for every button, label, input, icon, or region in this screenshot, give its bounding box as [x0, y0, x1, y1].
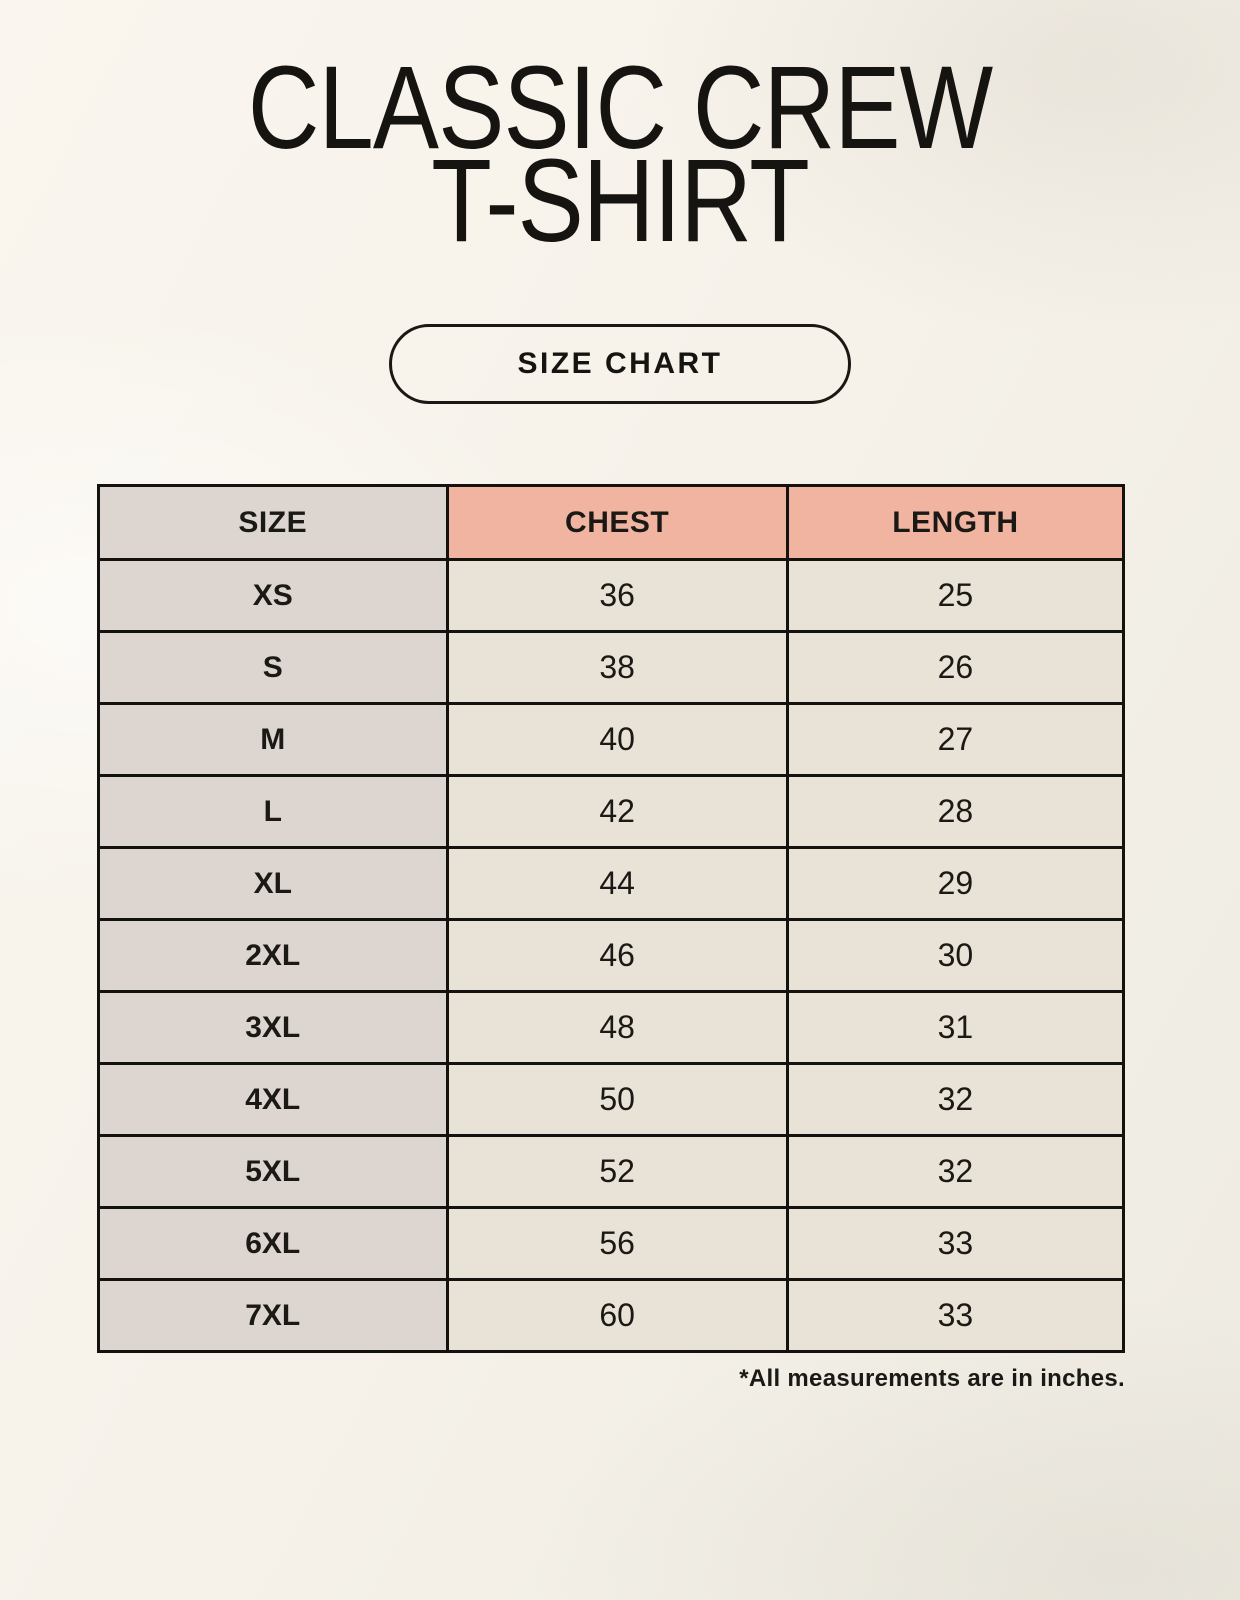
size-chart-table-header [99, 486, 1124, 560]
length-cell: 32 [787, 1064, 1123, 1136]
product-title-line1: CLASSIC CREW [247, 42, 993, 174]
measurements-footnote: *All measurements are in inches. [739, 1365, 1125, 1393]
size-cell: 2XL [99, 920, 448, 992]
chest-cell: 46 [447, 920, 787, 992]
size-cell: S [99, 632, 448, 704]
size-cell: 4XL [99, 1064, 448, 1136]
chest-cell: 42 [447, 776, 787, 848]
chest-cell: 52 [447, 1136, 787, 1208]
product-title-line2: T-SHIRT [431, 135, 809, 268]
length-cell: 30 [787, 920, 1123, 992]
table-row [99, 1064, 1124, 1136]
size-chart-table [97, 484, 1125, 1353]
table-row [99, 560, 1124, 632]
length-cell: 29 [787, 848, 1123, 920]
length-cell: 31 [787, 992, 1123, 1064]
length-cell: 25 [787, 560, 1123, 632]
length-cell: 33 [787, 1208, 1123, 1280]
table-row [99, 632, 1124, 704]
size-cell: 7XL [99, 1280, 448, 1352]
chest-cell: 60 [447, 1280, 787, 1352]
length-cell: 28 [787, 776, 1123, 848]
size-cell: L [99, 776, 448, 848]
chest-cell: 50 [447, 1064, 787, 1136]
length-cell: 26 [787, 632, 1123, 704]
column-header-chest: CHEST [447, 486, 787, 560]
size-cell: M [99, 704, 448, 776]
chest-cell: 38 [447, 632, 787, 704]
chest-cell: 48 [447, 992, 787, 1064]
length-cell: 27 [787, 704, 1123, 776]
table-row [99, 776, 1124, 848]
size-chart-button[interactable]: SIZE CHART [389, 324, 851, 404]
size-chart-table-body [99, 560, 1124, 1352]
table-row [99, 704, 1124, 776]
column-header-size: SIZE [99, 486, 448, 560]
table-row [99, 848, 1124, 920]
chest-cell: 56 [447, 1208, 787, 1280]
table-row [99, 920, 1124, 992]
product-title [247, 42, 993, 268]
table-row [99, 992, 1124, 1064]
table-row [99, 1280, 1124, 1352]
size-cell: 5XL [99, 1136, 448, 1208]
size-cell: 6XL [99, 1208, 448, 1280]
size-cell: XS [99, 560, 448, 632]
header-row [99, 486, 1124, 560]
chest-cell: 40 [447, 704, 787, 776]
column-header-length: LENGTH [787, 486, 1123, 560]
page-title [0, 0, 1240, 268]
size-cell: 3XL [99, 992, 448, 1064]
length-cell: 32 [787, 1136, 1123, 1208]
table-row [99, 1136, 1124, 1208]
table-row [99, 1208, 1124, 1280]
chest-cell: 44 [447, 848, 787, 920]
size-chart-badge-container [0, 324, 1240, 404]
chest-cell: 36 [447, 560, 787, 632]
length-cell: 33 [787, 1280, 1123, 1352]
size-cell: XL [99, 848, 448, 920]
